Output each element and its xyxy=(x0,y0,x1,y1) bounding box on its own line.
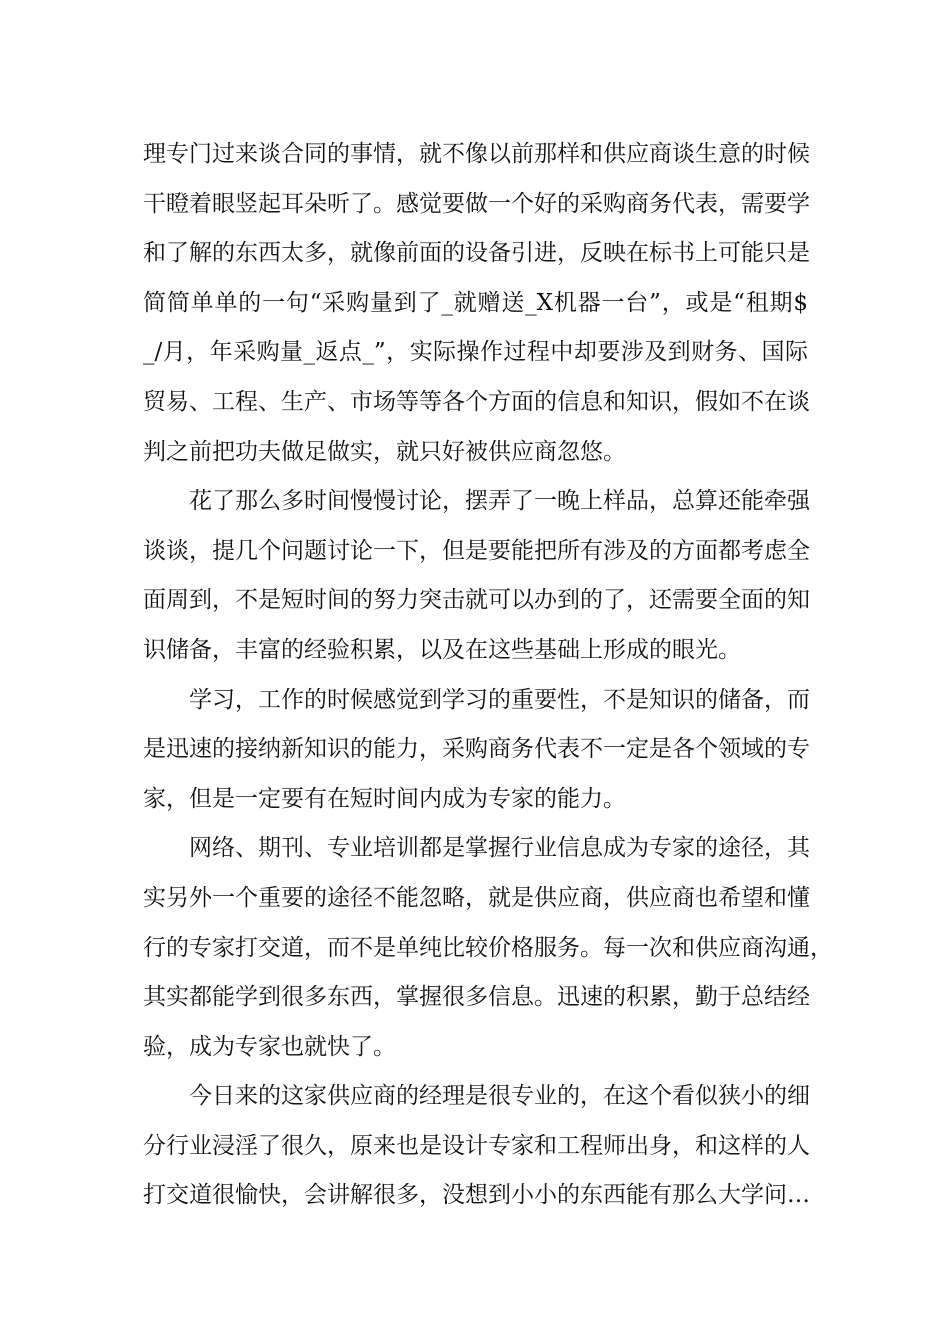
paragraph xyxy=(143,676,808,825)
text-line: 分行业浸淫了很久，原来也是设计专家和工程师出身，和这样的人 xyxy=(143,1132,810,1159)
text-line: 和了解的东西太多，就像前面的设备引进，反映在标书上可能只是 xyxy=(143,240,810,267)
text-line: 是迅速的接纳新知识的能力，采购商务代表不一定是各个领域的专 xyxy=(143,736,810,763)
text-line: 判之前把功夫做足做实，就只好被供应商忽悠。 xyxy=(143,438,626,465)
text-line: 今日来的这家供应商的经理是很专业的，在这个看似狭小的细 xyxy=(189,1083,810,1110)
text-line: 实另外一个重要的途径不能忽略，就是供应商，供应商也希望和懂 xyxy=(143,884,810,911)
text-line: 行的专家打交道，而不是单纯比较价格服务。每一次和供应商沟通， xyxy=(143,934,833,961)
text-line: 家，但是一定要有在短时间内成为专家的能力。 xyxy=(143,785,626,812)
text-line: 花了那么多时间慢慢讨论，摆弄了一晚上样品，总算还能牵强 xyxy=(189,488,810,515)
text-line: 简简单单的一句“采购量到了_就赠送_X机器一台”，或是“租期$ xyxy=(143,289,808,316)
text-line: 干瞪着眼竖起耳朵听了。感觉要做一个好的采购商务代表，需要学 xyxy=(143,190,810,217)
text-line: 理专门过来谈合同的事情，就不像以前那样和供应商谈生意的时候 xyxy=(143,141,810,167)
body-text xyxy=(143,130,833,1221)
text-line: 贸易、工程、生产、市场等等各个方面的信息和知识，假如不在谈 xyxy=(143,388,810,415)
paragraph xyxy=(143,130,808,477)
text-line: 网络、期刊、专业培训都是掌握行业信息成为专家的途径，其 xyxy=(189,835,810,862)
text-line: 面周到，不是短时间的努力突击就可以办到的了，还需要全面的知 xyxy=(143,587,810,614)
paragraph xyxy=(143,824,833,1072)
text-line: 学习，工作的时候感觉到学习的重要性，不是知识的储备，而 xyxy=(189,686,810,713)
text-line: 验，成为专家也就快了。 xyxy=(143,1033,396,1060)
paragraph xyxy=(143,1072,808,1221)
text-line: 打交道很愉快，会讲解很多，没想到小小的东西能有那么大学问… xyxy=(143,1182,810,1209)
paragraph xyxy=(143,477,808,675)
text-line: 谈谈，提几个问题讨论一下，但是要能把所有涉及的方面都考虑全 xyxy=(143,537,810,564)
text-line: 其实都能学到很多东西，掌握很多信息。迅速的积累，勤于总结经 xyxy=(143,984,810,1011)
text-line: 识储备，丰富的经验积累，以及在这些基础上形成的眼光。 xyxy=(143,636,741,663)
text-line: _/月，年采购量_返点_”，实际操作过程中却要涉及到财务、国际 xyxy=(143,339,808,366)
